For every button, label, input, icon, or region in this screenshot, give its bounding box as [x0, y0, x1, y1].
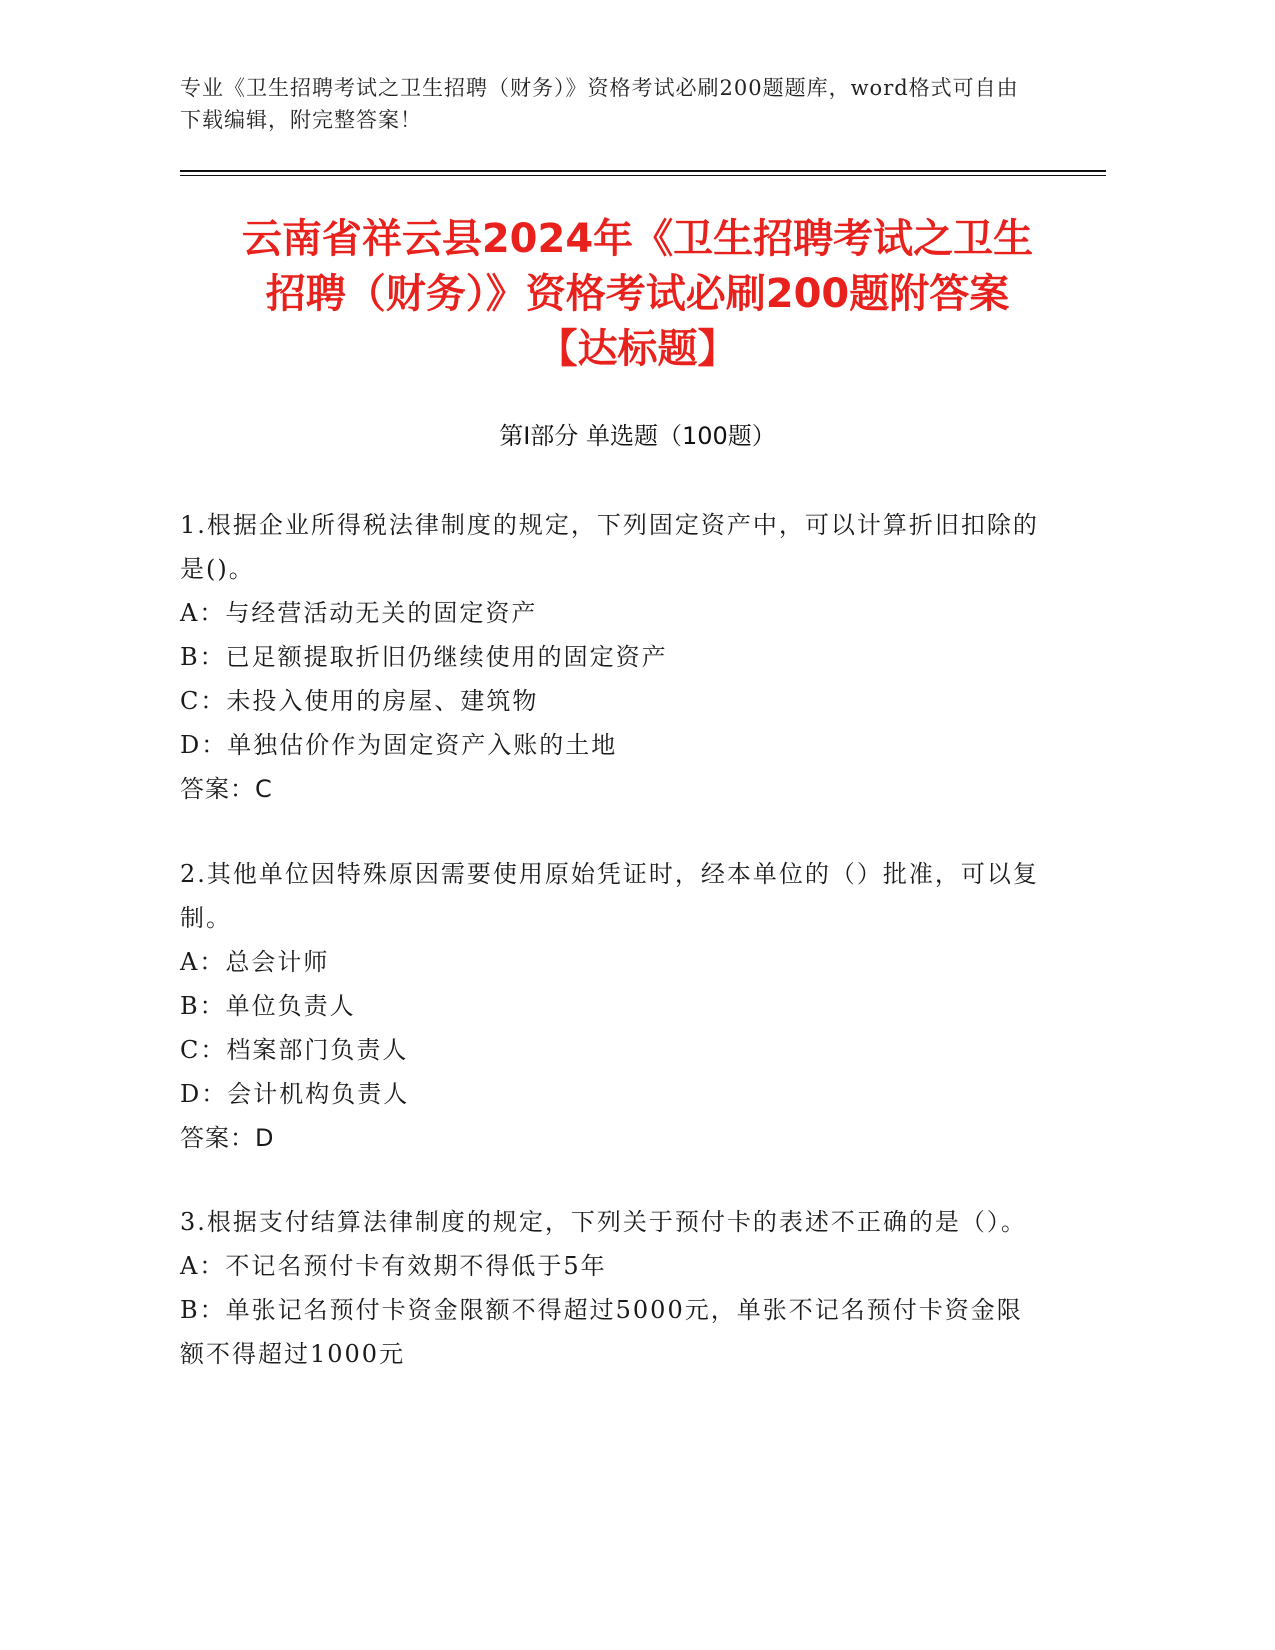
- document-title-line-2: 招聘（财务）》资格考试必刷200题附答案: [265, 271, 1010, 317]
- question-1-stem: 1.根据企业所得税法律制度的规定，下列固定资产中，可以计算折旧扣除的是()。: [180, 511, 1039, 583]
- section-heading: 第I部分 单选题（100题）: [499, 422, 776, 450]
- question-3-option-a: A：不记名预付卡有效期不得低于5年: [180, 1252, 607, 1280]
- question-2: [180, 852, 1040, 1160]
- document-title-line-3: 【达标题】: [537, 326, 738, 372]
- question-1-option-b: B：已足额提取折旧仍继续使用的固定资产: [180, 643, 668, 671]
- question-1-answer: 答案：C: [180, 775, 273, 803]
- question-2-answer: 答案：D: [180, 1124, 275, 1152]
- header-divider-thick: [180, 170, 1106, 172]
- question-3-option-b: B：单张记名预付卡资金限额不得超过5000元，单张不记名预付卡资金限额不得超过1000元: [180, 1296, 1023, 1368]
- header-divider-thin: [180, 175, 1106, 176]
- question-2-option-a: A：总会计师: [180, 948, 330, 976]
- question-1-option-a: A：与经营活动无关的固定资产: [180, 599, 538, 627]
- question-1-option-c: C：未投入使用的房屋、建筑物: [180, 687, 539, 715]
- document-title: [150, 212, 1125, 377]
- question-2-option-c: C：档案部门负责人: [180, 1036, 409, 1064]
- question-1: [180, 503, 1040, 811]
- document-title-line-1: 云南省祥云县2024年《卫生招聘考试之卫生: [241, 216, 1034, 262]
- question-2-option-d: D：会计机构负责人: [180, 1080, 410, 1108]
- question-3-stem: 3.根据支付结算法律制度的规定，下列关于预付卡的表述不正确的是（）。: [180, 1208, 1027, 1236]
- question-3: [180, 1200, 1040, 1376]
- question-2-option-b: B：单位负责人: [180, 992, 356, 1020]
- document-header-note: 专业《卫生招聘考试之卫生招聘（财务）》资格考试必刷200题题库，word格式可自由下载编辑，附完整答案！: [180, 76, 1019, 132]
- question-2-stem: 2.其他单位因特殊原因需要使用原始凭证时，经本单位的（）批准，可以复制。: [180, 860, 1039, 932]
- question-1-option-d: D：单独估价作为固定资产入账的土地: [180, 731, 618, 759]
